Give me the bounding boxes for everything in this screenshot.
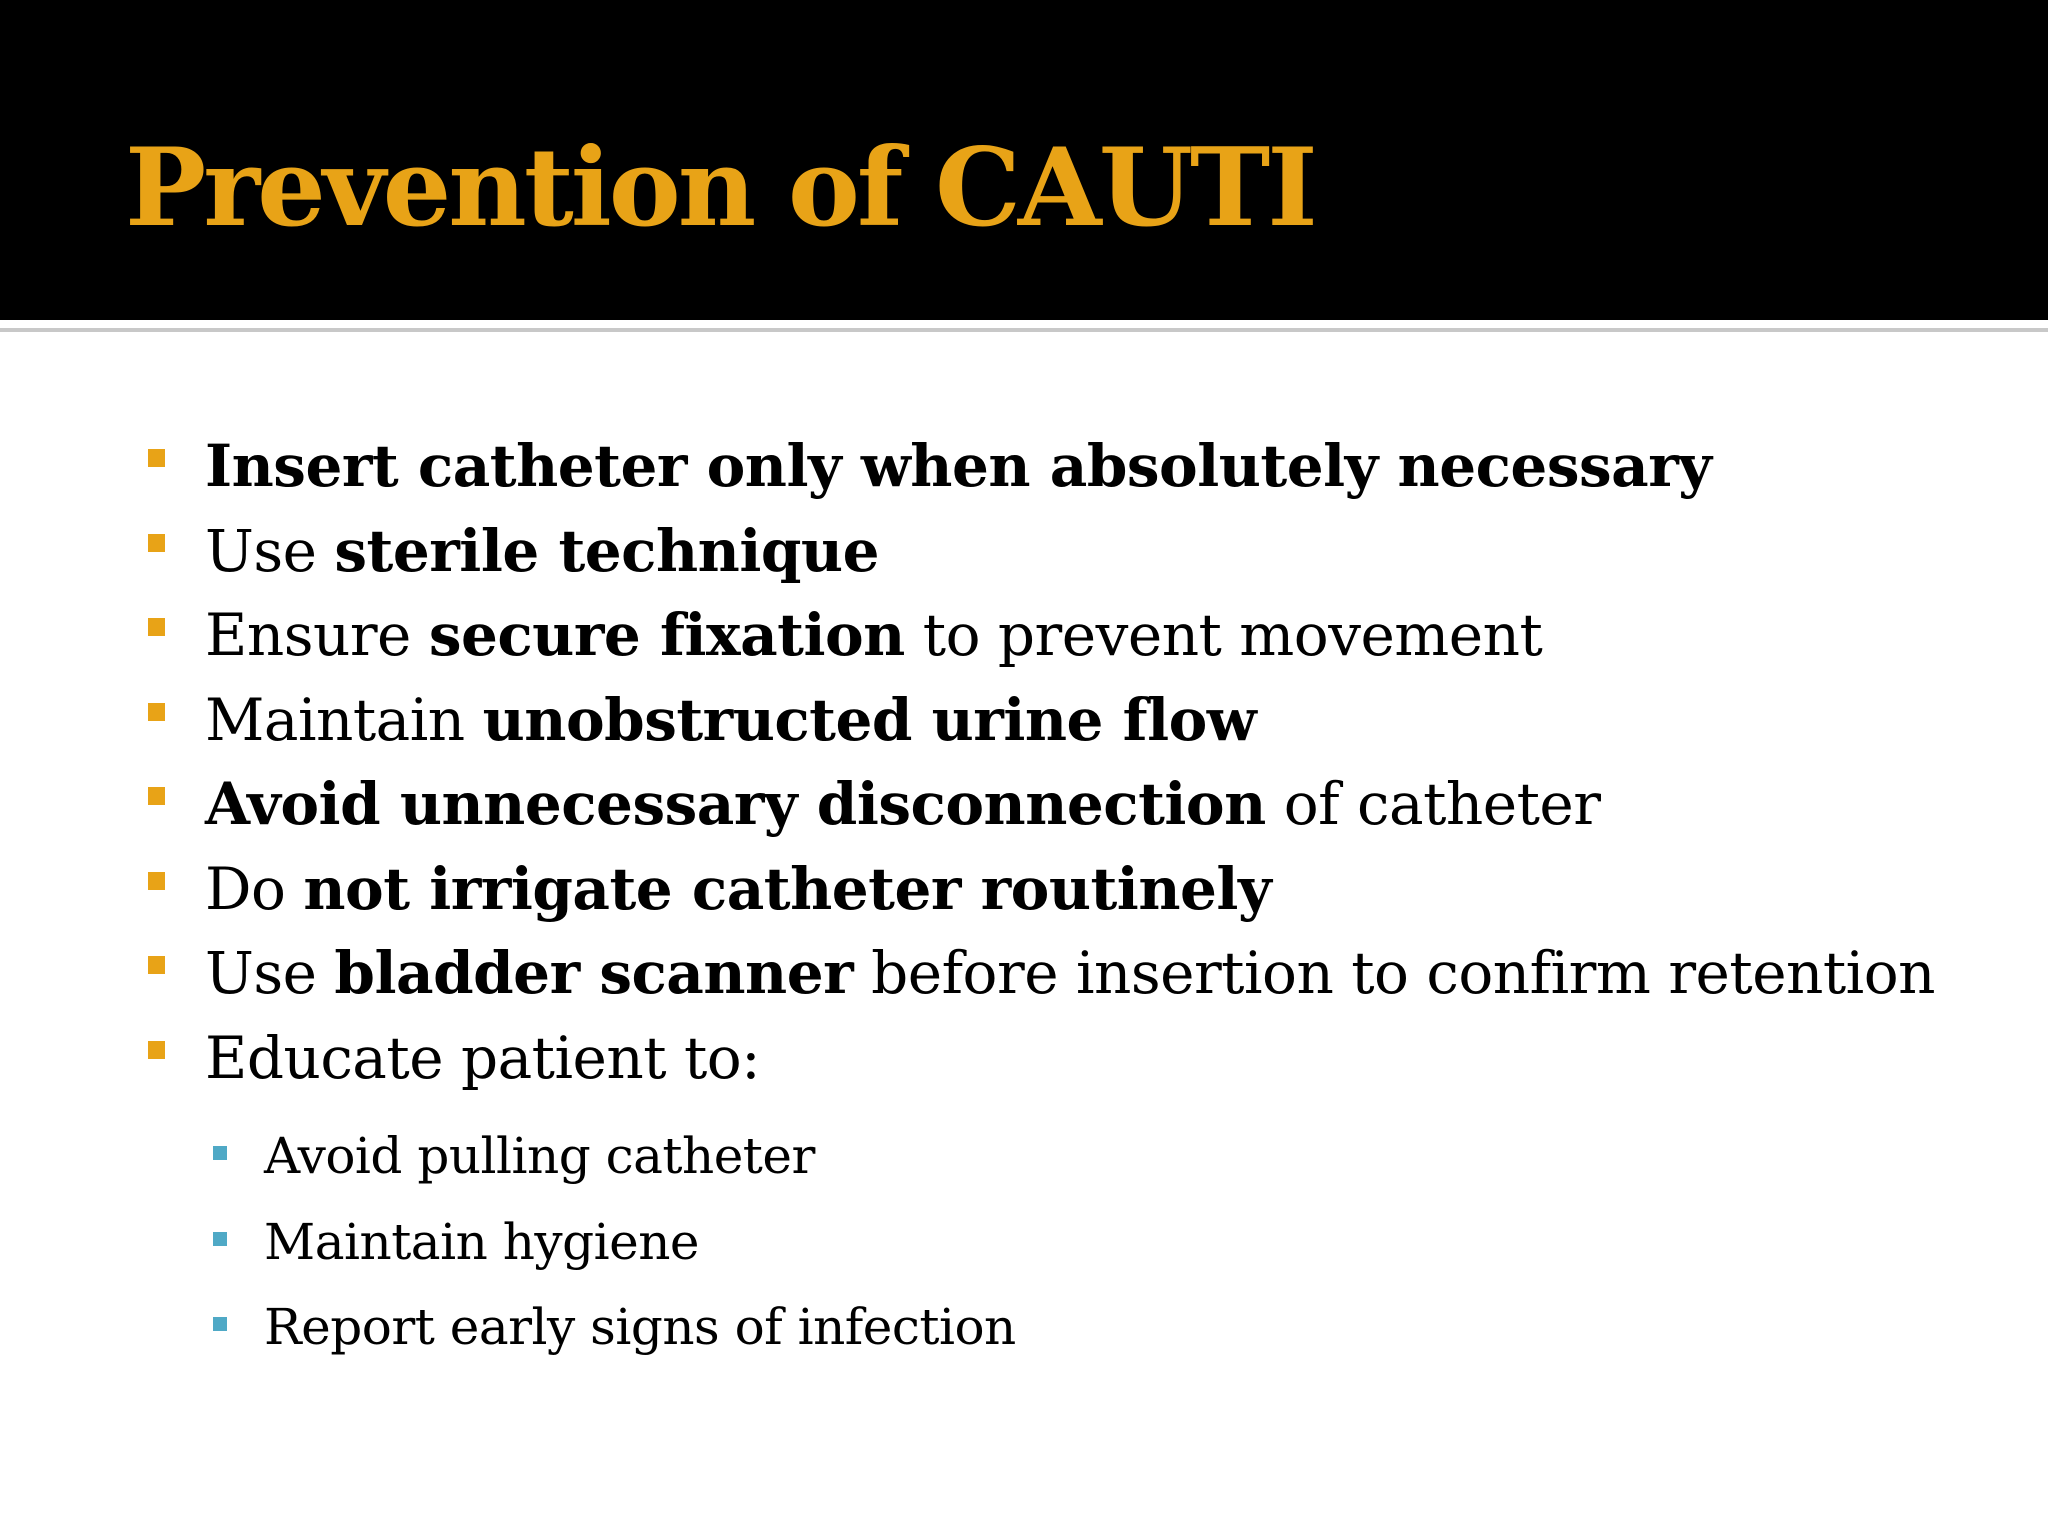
title-divider	[0, 328, 2048, 332]
bold-text: Avoid unnecessary disconnection	[205, 770, 1266, 838]
square-sub-bullet-icon	[213, 1317, 227, 1331]
text-segment: of catheter	[1265, 770, 1601, 838]
bullet-text	[205, 593, 1542, 677]
bullet-item	[140, 593, 2020, 678]
square-bullet-icon	[148, 449, 165, 467]
text-segment: Educate patient to:	[205, 1023, 761, 1092]
bullet-text	[205, 762, 1600, 846]
bold-text: bladder scanner	[334, 939, 854, 1007]
text-segment: before insertion to confirm retention	[853, 939, 1935, 1007]
bullet-item	[140, 931, 2020, 1016]
sub-bullet-item	[140, 1287, 2020, 1373]
text-segment: Maintain	[205, 685, 483, 754]
bullet-list	[140, 424, 2020, 1373]
square-bullet-icon	[148, 787, 165, 805]
text-segment: to prevent movement	[904, 601, 1543, 669]
sub-bullet-text: Maintain hygiene	[264, 1212, 700, 1271]
sub-bullet-text: Avoid pulling catheter	[264, 1127, 815, 1185]
sub-bullet-item	[140, 1202, 2020, 1288]
bold-text: Insert catheter only when absolutely necessary	[205, 432, 1712, 500]
bold-text: secure fixation	[428, 601, 905, 669]
bullet-text	[205, 509, 879, 593]
bullet-item	[140, 678, 2020, 763]
square-sub-bullet-icon	[213, 1146, 227, 1160]
text-segment: Do	[205, 854, 304, 923]
square-bullet-icon	[148, 618, 165, 636]
slide-title: Prevention of CAUTI	[125, 125, 1315, 251]
sub-bullet-item	[140, 1116, 2020, 1202]
sub-bullet-text: Report early signs of infection	[264, 1298, 1016, 1356]
bold-text: sterile technique	[334, 516, 879, 585]
square-bullet-icon	[148, 534, 165, 552]
bullet-item	[140, 1016, 2020, 1101]
bullet-text	[205, 931, 1935, 1015]
bullet-item	[140, 847, 2020, 932]
bullet-text	[205, 424, 1711, 508]
bullet-text	[205, 847, 1271, 931]
square-sub-bullet-icon	[213, 1232, 227, 1246]
sub-bullet-list	[140, 1116, 2020, 1373]
text-segment: Use	[205, 516, 335, 585]
square-bullet-icon	[148, 956, 165, 974]
bullet-item	[140, 424, 2020, 509]
text-segment: Ensure	[205, 601, 429, 669]
bullet-text	[205, 678, 1256, 762]
bullet-item	[140, 762, 2020, 847]
square-bullet-icon	[148, 1041, 165, 1059]
main-bullet-list	[140, 424, 2020, 1100]
bullet-item	[140, 509, 2020, 594]
bold-text: not irrigate catheter routinely	[303, 854, 1272, 923]
bold-text: unobstructed urine flow	[482, 685, 1257, 754]
bullet-text	[205, 1016, 760, 1100]
text-segment: Use	[205, 939, 335, 1007]
square-bullet-icon	[148, 703, 165, 721]
square-bullet-icon	[148, 872, 165, 890]
